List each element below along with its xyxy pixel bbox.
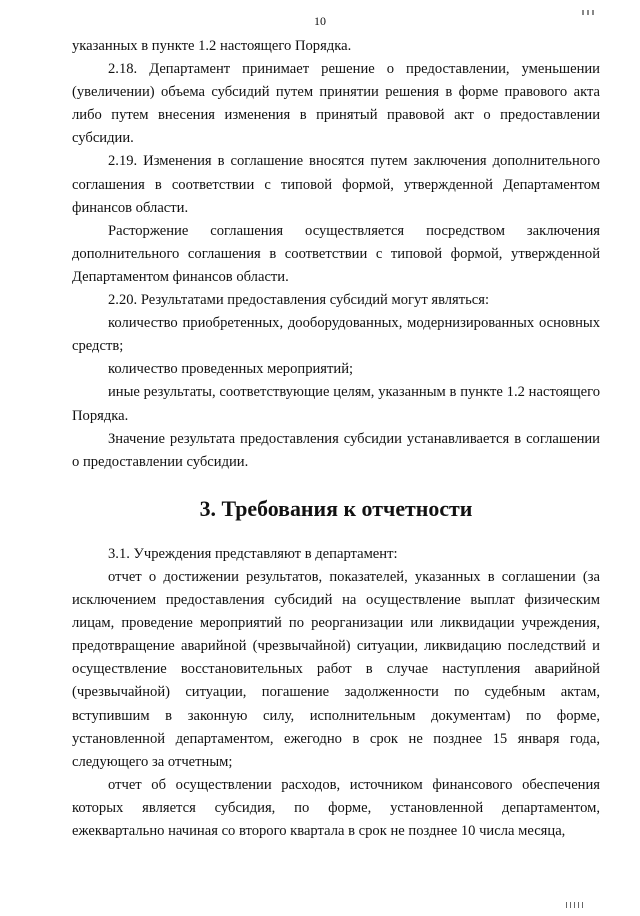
paragraph: 2.19. Изменения в соглашение вносятся путем заключения дополнительного соглашения в соответствии с типовой формой, утвержденной Департаментом финансов области.: [72, 153, 600, 216]
paragraph: указанных в пункте 1.2 настоящего Порядка.: [72, 38, 352, 54]
paragraph: количество проведенных мероприятий;: [108, 361, 354, 378]
paragraph: 3.1. Учреждения представляют в департамент:: [108, 545, 398, 562]
scan-footer-mark: [566, 893, 606, 899]
paragraph: 2.20. Результатами предоставления субсидий могут являться:: [108, 292, 490, 309]
paragraph: отчет об осуществлении расходов, источником финансового обеспечения которых является субсидия, по форме, установленной департаментом, ежеквартально начиная со второго квартала в срок не позднее 10 числа месяца,: [72, 776, 600, 839]
paragraphs-before: [72, 35, 600, 474]
page-number: 10: [314, 14, 326, 28]
scan-corner-mark: [582, 0, 612, 5]
document-body: [72, 35, 600, 843]
section-heading: 3. Требования к отчетности: [199, 495, 473, 521]
paragraph: иные результаты, соответствующие целям, указанным в пункте 1.2 настоящего Порядка.: [72, 384, 600, 424]
paragraphs-after: [72, 543, 600, 843]
paragraph: количество приобретенных, дооборудованных, модернизированных основных средств;: [72, 315, 600, 355]
paragraph: 2.18. Департамент принимает решение о предоставлении, уменьшении (увеличении) объема субсидий путем принятии решения в форме правового акта либо путем внесения изменения в принятый правовой акт о предоставлении субсидии.: [72, 61, 600, 147]
paragraph: Расторжение соглашения осуществляется посредством заключения дополнительного соглашения в соответствии с типовой формой, утвержденной Департаментом финансов области.: [72, 222, 600, 285]
paragraph: Значение результата предоставления субсидии устанавливается в соглашении о предоставлении субсидии.: [72, 430, 600, 470]
paragraph: отчет о достижении результатов, показателей, указанных в соглашении (за исключением предоставления субсидий на осуществление выплат физическим лицам, проведение мероприятий по реорганизации или ликвидации учреждения, предотвращение аварийной (чрезвычайной) ситуации, ликвидацию последствий и осуществление восстановительных работ в случае наступления аварийной (чрезвычайной) ситуации, погашение задолженности по судебным актам, вступившим в законную силу, исполнительным документам) по форме, установленной департаментом, ежегодно в срок не позднее 15 января года, следующего за отчетным;: [72, 568, 600, 770]
